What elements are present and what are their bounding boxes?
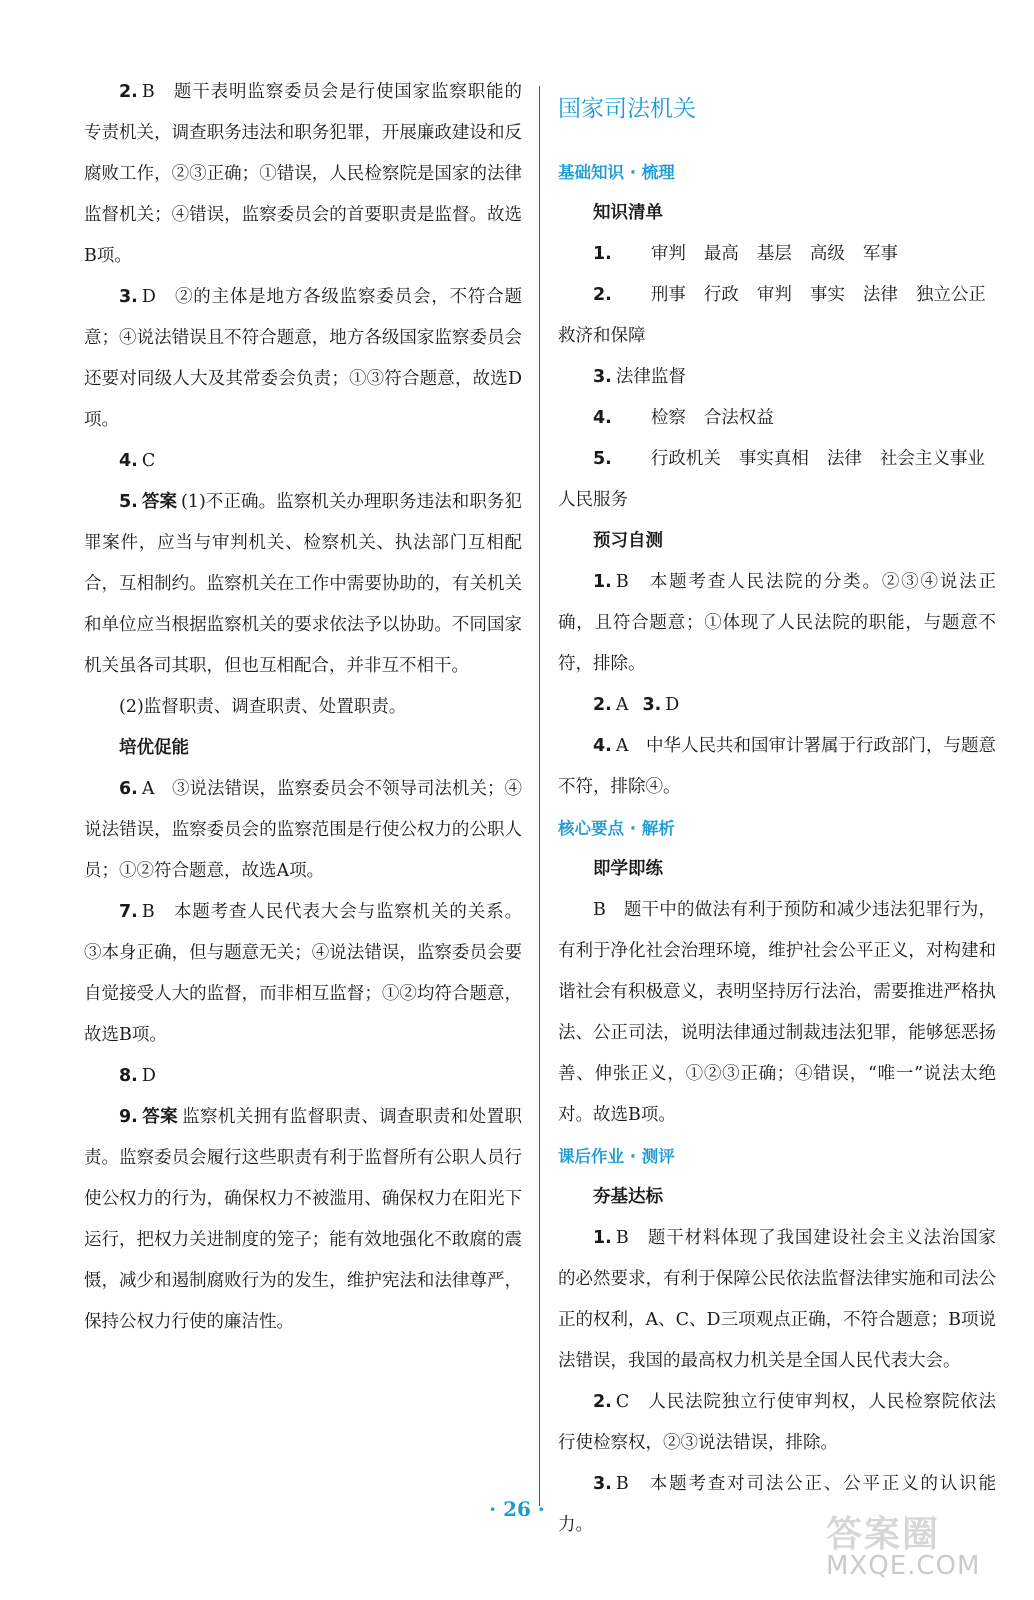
homework-1: 1. B 题干材料体现了我国建设社会主义法治国家的必然要求，有利于保障公民依法监督法律实施和司法公正的权利，A、C、D三项观点正确，不符合题意；B项说法错误，我国的最高权力机关是全国人民代表大会。 [558,1228,996,1371]
answer-2: 2. B 题干表明监察委员会是行使国家监察职能的专责机关，调查职务违法和职务犯罪，开展廉政建设和反腐败工作，②③正确；①错误，人民检察院是国家的法律监督机关；④错误，监察委员会的首要职责是监督。故选B项。 [84,82,522,266]
subheading-yuxi: 预习自测 [593,531,663,551]
left-column [84,72,522,1343]
answer-9: 9. 答案 监察机关拥有监督职责、调查职责和处置职责。监察委员会履行这些职责有利于监督所有公职人员行使公权力的行为，确保权力不被滥用、确保权力在阳光下运行，把权力关进制度的笼子；能有效地强化不敢腐的震慑，减少和遏制腐败行为的发生，维护宪法和法律尊严，保持公权力行使的廉洁性。 [84,1107,523,1332]
answer-5: 5. 答案 (1)不正确。监察机关办理职务违法和职务犯罪案件，应当与审判机关、检察机关、执法部门互相配合，互相制约。监察机关在工作中需要协助的，有关机关和单位应当根据监察机关的要求依法予以协助。不同国家机关虽各司其职，但也互相配合，并非互不相干。 [84,492,522,676]
section-heading-kehou: 课后作业 · 测评 [558,1147,675,1166]
subheading-zhishi: 知识清单 [593,203,663,223]
answer-4: 4. C [119,451,156,471]
knowledge-5-continued: 人民服务 [558,490,628,510]
right-column [558,72,996,1546]
section-heading-jichu: 基础知识 · 梳理 [558,163,675,182]
column-divider [539,86,540,1506]
section-title: 国家司法机关 [558,96,696,122]
answer-7: 7. B 本题考查人民代表大会与监察机关的关系。③本身正确，但与题意无关；④说法错误，监察委员会要自觉接受人大的监督，而非相互监督；①②均符合题意，故选B项。 [84,902,522,1045]
knowledge-3: 3. 法律监督 [593,367,686,387]
answer-3: 3. D ②的主体是地方各级监察委员会，不符合题意；④说法错误且不符合题意，地方各级国家监察委员会还要对同级人大及其常委会负责；①③符合题意，故选D项。 [84,287,522,430]
knowledge-4: 4. 检察 合法权益 [593,408,774,428]
homework-2: 2. C 人民法院独立行使审判权，人民检察院依法行使检察权，②③说法错误，排除。 [558,1392,996,1453]
preview-4: 4. A 中华人民共和国审计署属于行政部门，与题意不符，排除④。 [558,736,996,797]
knowledge-2: 2. 刑事 行政 审判 事实 法律 独立公正 [593,285,986,305]
subheading-jixue: 即学即练 [593,859,663,879]
preview-1: 1. B 本题考查人民法院的分类。②③④说法正确，且符合题意；①体现了人民法院的职能，与题意不符，排除。 [558,572,996,674]
answer-6: 6. A ③说法错误，监察委员会不领导司法机关；④说法错误，监察委员会的监察范围是行使公权力的公职人员；①②符合题意，故选A项。 [84,779,522,881]
preview-2-3: 2. A 3. D [593,695,680,715]
knowledge-5: 5. 行政机关 事实真相 法律 社会主义事业 [593,449,985,469]
answer-8: 8. D [119,1066,156,1086]
practice-answer: B 题干中的做法有利于预防和减少违法犯罪行为，有利于净化社会治理环境，维护社会公平正义，对构建和谐社会有积极意义，表明坚持厉行法治，需要推进严格执法、公正司法，说明法律通过制裁违法犯罪，能够惩恶扬善、伸张正义，①②③正确；④错误，“唯一”说法太绝对。故选B项。 [558,900,996,1125]
subheading-hangji: 夯基达标 [593,1187,663,1207]
answer-5-part-2: (2)监督职责、调查职责、处置职责。 [119,697,407,717]
knowledge-2-continued: 救济和保障 [558,326,646,346]
subheading-peiyou: 培优促能 [119,738,189,758]
homework-3: 3. B 本题考查对司法公正、公平正义的认识能力。 [558,1474,996,1535]
watermark-logo-url: MXQE.COM [826,1551,981,1581]
watermark-logo [826,1506,1006,1586]
section-heading-hexin: 核心要点 · 解析 [558,819,675,838]
page-number: · 26 · [489,1497,545,1521]
knowledge-1: 1. 审判 最高 基层 高级 军事 [593,244,898,264]
watermark-logo-mark: 答案圈 [826,1514,941,1555]
